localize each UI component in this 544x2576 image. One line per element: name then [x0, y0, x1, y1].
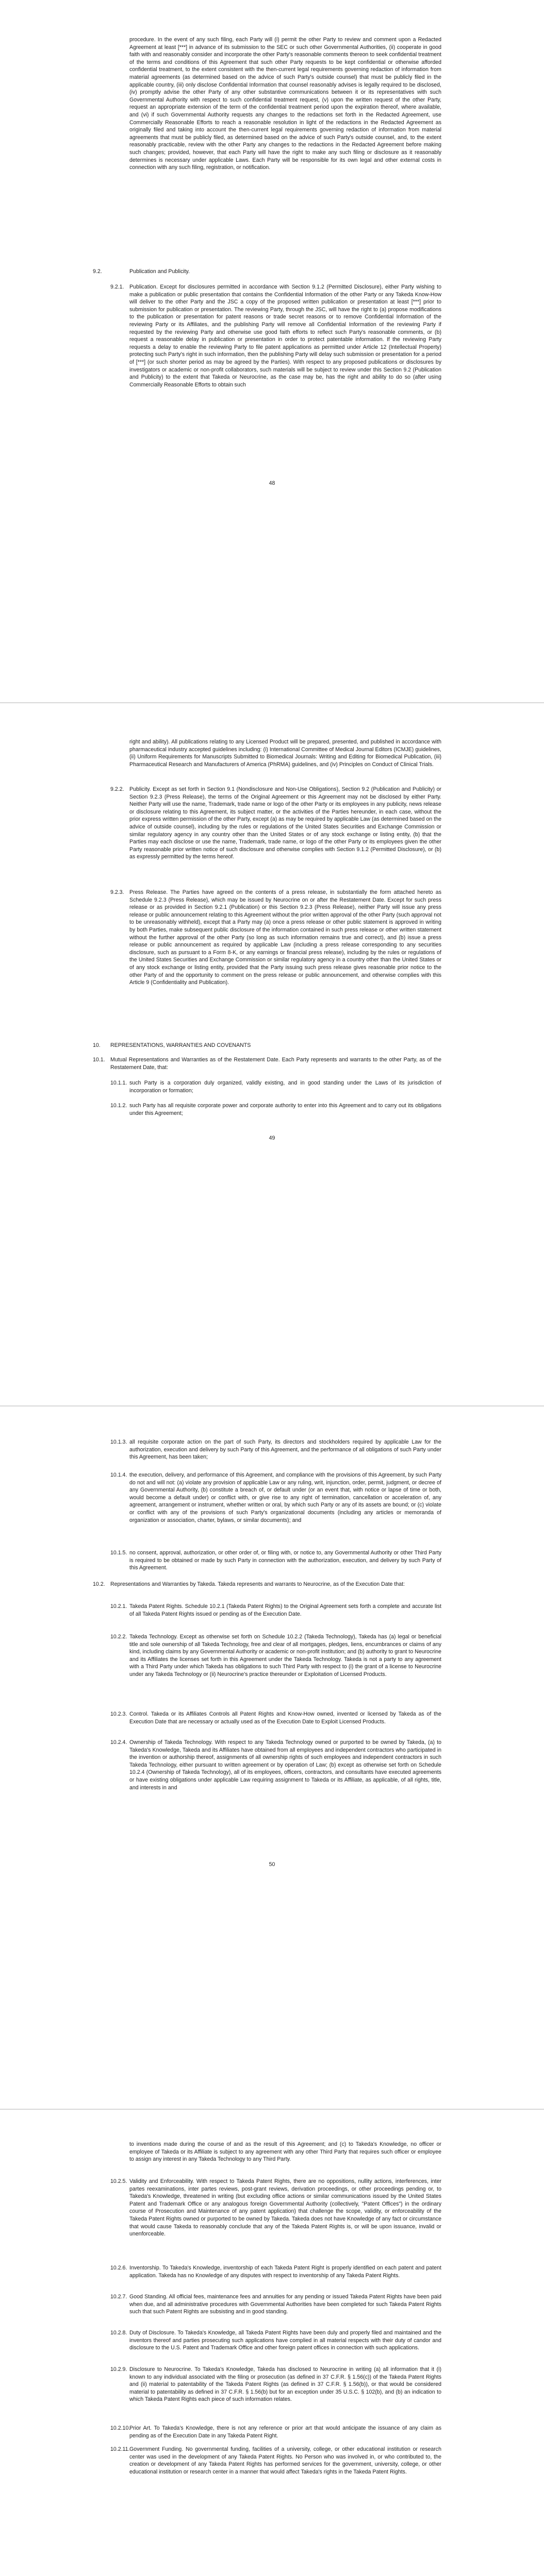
page-50 [0, 1406, 544, 2109]
section-10-2-2-number: 10.2.2. [110, 1634, 127, 1640]
section-10-2-4-text: Ownership of Takeda Technology. With respect to any Takeda Technology owned or purported to be owned by Takeda, (a) to Takeda's Knowledge, Takeda and its Affiliates have obtained from all employees and independent contractors who participated in the invention or authorship thereof, assignments of all ownership rights of such employees and independent contractors in such Takeda Technology, either pursuant to written agreement or by operation of Law; (b) except as otherwise set forth on Schedule 10.2.4 (Ownership of Takeda Technology), all of its employees, officers, contractors, and consultants have executed agreements or have existing obligations under applicable Law requiring assignment to Takeda or its Affiliate, as applicable, of all rights, title, and interests in and [129, 1739, 441, 1791]
article-10-number: 10. [93, 1042, 101, 1048]
section-10-1-1-text: such Party is a corporation duly organized, validly existing, and in good standing under the Laws of its jurisdiction of incorporation or formation; [129, 1080, 441, 1094]
page-number: 50 [269, 1861, 275, 1868]
section-9-2-1-number: 9.2.1. [110, 284, 124, 290]
section-10-2-7-text: Good Standing. All official fees, maintenance fees and annuities for any pending or issued Takeda Patent Rights have been paid when due, and all administrative procedures with Governmental Authorities have been completed for such Takeda Patent Rights such that such Patent Rights are subsisting and in good standing. [129, 2294, 441, 2315]
section-10-2-7-number: 10.2.7. [110, 2294, 127, 2300]
section-9-2-3-number: 9.2.3. [110, 889, 124, 895]
section-9-2-3-press-release: Press Release. The Parties have agreed on the contents of a press release, in substantially the form attached hereto as Schedule 9.2.3 (Press Release), which may be issued by Neurocrine on or after the Restatement Date. Except for such press release or as provided in Section 9.2.1 (Publication) or this Section 9.2.3 (Press Release), neither Party will issue any press release or public announcement relating to this Agreement without the prior written approval of the other Party (such approval not to be unreasonably withheld), except that a Party may (a) once a press release or other public statement is approved in writing by both Parties, make subsequent public disclosure of the information contained in such press release or other written statement without the further approval of the other Party (so long as such information remains true and correct), and (b) issue a press release or public announcement as required by applicable Law (including a press release corresponding to any securities disclosure, such as pursuant to a Form 8-K, or any earnings or financial press release), including by the rules or regulations of the United States Securities and Exchange Commission or similar regulatory agency in a country other than the United States or of any stock exchange or listing entity, provided that the Party issuing such press release gives reasonable prior notice to the other Party of and the opportunity to comment on the press release or public announcement, and otherwise complies with this Article 9 (Confidentiality and Publication). [129, 889, 441, 986]
section-9-2-1-publication: Publication. Except for disclosures permitted in accordance with Section 9.1.2 (Permitted Disclosure), either Party wishing to make a publication or public presentation that contains the Confidential Information of the other Party or any Takeda Know-How will deliver to the other Party and the JSC a copy of the proposed written publication or presentation at least [***] prior to submission for publication or presentation. The reviewing Party, through the JSC, will have the right to (a) propose modifications to the publication or presentation for patent reasons or trade secret reasons or to remove Confidential Information of the reviewing Party or its Affiliates, and the publishing Party will remove all Confidential Information of the reviewing Party if requested by the reviewing Party and otherwise use good faith efforts to reflect such Party's reasonable comments, or (b) request a reasonable delay in publication or presentation in order to protect patentable information. If the reviewing Party requests a delay to enable the reviewing Party to file patent applications as permitted under Article 12 (Intellectual Property) protecting such Party's right in such information, then the publishing Party will delay such submission or presentation for a period of [***] (or such shorter period as may be agreed by the Parties). With respect to any proposed publications or disclosures by investigators or academic or non-profit collaborators, such materials will be subject to review under this Section 9.2 (Publication and Publicity) to the extent that Takeda or Neurocrine, as the case may be, has the right and ability to do so (after using Commercially Reasonable Efforts to obtain such [129, 284, 441, 388]
section-10-2-8-text: Duty of Disclosure. To Takeda's Knowledge, all Takeda Patent Rights have been duly and properly filed and maintained and the inventors thereof and parties prosecuting such applications have complied in all material respects with their duty of candor and disclosure to the U.S. Patent and Trademark Office and other foreign patent offices in connection with such applications. [129, 2330, 441, 2351]
section-10-2-9-text: Disclosure to Neurocrine. To Takeda's Knowledge, Takeda has disclosed to Neurocrine in writing (a) all information that it (i) known to any individual associated with the filing or prosecution (as defined in 37 C.F.R. § 1.56(c)) of the Takeda Patent Rights and (ii) material to patentability of the Takeda Patent Rights (as defined in 37 C.F.R. § 1.56(b)), or that would be considered material to patentability as defined in 37 C.F.R. § 1.56(b) but for an exception under 35 U.S.C. § 102(b), and (b) an indication to which Takeda Patent Rights each piece of such information relates. [129, 2366, 441, 2403]
section-10-2-6-text: Inventorship. To Takeda's Knowledge, inventorship of each Takeda Patent Right is properly identified on each patent and patent application. Takeda has no Knowledge of any disputes with respect to inventorship of any Takeda Patent Rights. [129, 2265, 441, 2279]
section-10-1-4-text: the execution, delivery, and performance of this Agreement, and compliance with the provisions of this Agreement, by such Party do not and will not: (a) violate any provision of applicable Law or any ruling, writ, injunction, order, permit, judgment, or decree of any Governmental Authority, (b) constitute a breach of, or default under (or an event that, with notice or lapse of time or both, would become a default under) or conflict with, or give rise to any right of termination, cancellation or acceleration of, any agreement, arrangement or instrument, whether written or oral, by which such Party or any of its assets are bound; or (c) violate or conflict with any of the provisions of such Party's organizational documents (including any articles or memoranda of organization or association, charter, bylaws, or similar documents); and [129, 1472, 441, 1523]
section-10-2-10-text: Prior Art. To Takeda's Knowledge, there is not any reference or prior art that would anticipate the issuance of any claim as pending as of the Execution Date in any Takeda Patent Right. [129, 2425, 441, 2439]
section-10-2-8-number: 10.2.8. [110, 2330, 127, 2336]
section-10-2-1-number: 10.2.1. [110, 1603, 127, 1609]
section-10-2-3-text: Control. Takeda or its Affiliates Controls all Patent Rights and Know-How owned, invented or licensed by Takeda as of the Execution Date that are necessary or actually used as of the Execution Date to Exploit Licensed Products. [129, 1711, 441, 1725]
page-49 [0, 703, 544, 1405]
section-9-2-title: Publication and Publicity. [129, 268, 190, 275]
section-10-2-5-text: Validity and Enforceability. With respect to Takeda Patent Rights, there are no oppositions, nullity actions, interferences, inter partes reexaminations, inter partes reviews, post-grant reviews, derivation proceedings, or other proceedings pending or, to Takeda's Knowledge, threatened in writing (but excluding office actions or similar communications issued by the United States Patent and Trademark Office or any analogous foreign Governmental Authority (collectively, "Patent Offices") in the ordinary course of Prosecution and Maintenance of any patent application) that challenge the scope, validity, or enforceability of the Takeda Patent Rights owned or purported to be owned by Takeda. Takeda does not have Knowledge of any fact or circumstance that would cause Takeda to reasonably conclude that any of the Takeda Patent Rights is, or will be upon issuance, invalid or unenforceable. [129, 2178, 441, 2238]
confidential-treatment-paragraph: procedure. In the event of any such filing, each Party will (i) permit the other Party to review and comment upon a Redacted Agreement at least [***] in advance of its submission to the SEC or such other Governmental Authorities, (ii) cooperate in good faith with and reasonably consider and incorporate the other Party's reasonable comments thereon to seek confidential treatment of the terms and conditions of this Agreement that such other Party requests to be kept confidential or otherwise afforded confidential treatment, to the extent consistent with the then-current legal requirements governing redaction of information from material agreements (as determined based on the advice of such Party's outside counsel) that must be publicly filed in the applicable country, (iii) only disclose Confidential Information that counsel reasonably advises is legally required to be disclosed, (iv) promptly advise the other Party of any other substantive communications between it or its representatives with such Governmental Authority with respect to such confidential treatment request, (v) upon the written request of the other Party, request an appropriate extension of the term of the confidential treatment period upon the expiration thereof, where available, and (vi) if such Governmental Authority requests any changes to the redactions set forth in the Redacted Agreement, use Commercially Reasonable Efforts to reach a reasonable resolution in light of the redactions in the Redacted Agreement as originally filed and taking into account the then-current legal requirements governing redaction of information from material agreements that must be publicly filed, as determined based on the advice of such Party's outside counsel, and, to the extent reasonably practicable, review with the other Party any changes to the redactions in the Redacted Agreement before making such changes; provided, however, that each Party will have the right to make any such filing or disclosure as it reasonably determines is necessary under applicable Laws. Each Party will be responsible for its own legal and other external costs in connection with any such filing, registration, or notification. [129, 37, 441, 171]
section-10-1-4-number: 10.1.4. [110, 1472, 127, 1478]
section-10-1-number: 10.1. [93, 1057, 105, 1063]
page-number: 48 [269, 480, 275, 486]
section-10-1-2-text: such Party has all requisite corporate power and corporate authority to enter into this Agreement and to carry out its obligations under this Agreement; [129, 1103, 441, 1116]
section-10-2-11-number: 10.2.11. [110, 2446, 130, 2452]
section-10-1-5-text: no consent, approval, authorization, or other order of, or filing with, or notice to, any Governmental Authority or other Third Party is required to be obtained or made by such Party in connection with the authorization, execution, and delivery by such Party of this Agreement. [129, 1550, 441, 1571]
section-9-2-2-publicity: Publicity. Except as set forth in Section 9.1 (Nondisclosure and Non-Use Obligations), Section 9.2 (Publication and Publicity) or Section 9.2.3 (Press Release), the terms of the Original Agreement or this Agreement may not be disclosed by either Party. Neither Party will use the name, Trademark, trade name or logo of the other Party or its employees in any publicity, news release or disclosure relating to this Agreement, its subject matter, or the activities of the Parties hereunder, in each case, without the prior express written permission of the other Party, except (a) as may be required by applicable Law (as determined based on the advice of outside counsel), including by the rules or regulations of the United States Securities and Exchange Commission or similar regulatory agency in any country other than the United States or of any stock exchange or listing entity, (b) that the Parties may each disclose or use the name, Trademark, trade name, or logo of the other Party or its employees given the other Party reasonable prior written notice of such disclosure and otherwise complies with Section 9.1.2 (Permitted Disclosure), or (b) as expressly permitted by the terms hereof. [129, 786, 441, 860]
section-10-2-2-text: Takeda Technology. Except as otherwise set forth on Schedule 10.2.2 (Takeda Technology), Takeda has (a) legal or beneficial title and sole ownership of all Takeda Technology, free and clear of all mortgages, pledges, liens, encumbrances or claims of any kind, including claims by any Governmental Authority or academic or non-profit institution; and (b) authority to grant to Neurocrine and its Affiliates the licenses set forth in this Agreement under the Takeda Technology. Takeda is not a party to any agreement with a Third Party under which Takeda has obligations to such Third Party with respect to (i) the grant of a license to Neurocrine under any Takeda Technology or (ii) Neurocrine's practice thereunder or Exploitation of Licensed Products. [129, 1634, 441, 1677]
section-10-2-5-number: 10.2.5. [110, 2178, 127, 2184]
section-10-2-10-number: 10.2.10. [110, 2425, 130, 2431]
section-10-2-11-text: Government Funding. No governmental funding, facilities of a university, college, or other educational institution or research center was used in the development of any Takeda Patent Rights. No Person who was involved in, or who contributed to, the creation or development of any Takeda Patent Rights has performed services for the government, university, college, or other educational institution or research center in a manner that would affect Takeda's rights in the Takeda Patent Rights. [129, 2446, 441, 2475]
page-48 [0, 0, 544, 702]
section-10-1-3-number: 10.1.3. [110, 1439, 127, 1445]
page-51 [0, 2110, 544, 2576]
section-10-2-number: 10.2. [93, 1581, 105, 1587]
section-10-1-1-number: 10.1.1. [110, 1080, 127, 1086]
section-10-1-3-text: all requisite corporate action on the part of such Party, its directors and stockholders required by applicable Law for the authorization, execution and delivery by such Party of this Agreement, and the performance of all obligations of such Party under this Agreement, has been taken; [129, 1439, 441, 1461]
section-10-2-4-number: 10.2.4. [110, 1739, 127, 1745]
page-number: 49 [269, 1135, 275, 1141]
inventions-assignment-paragraph: to inventions made during the course of and as the result of this Agreement; and (c) to Takeda's Knowledge, no officer or employee of Takeda or its Affiliate is subject to any agreement with any other Third Party that requires such officer or employee to assign any interest in any Takeda Technology to any Third Party. [129, 2141, 441, 2163]
section-10-1-2-number: 10.1.2. [110, 1103, 127, 1109]
publication-guidelines-paragraph: right and ability). All publications relating to any Licensed Product will be prepared, presented, and published in accordance with pharmaceutical industry accepted guidelines including: (i) International Committee of Medical Journal Editors (ICMJE) guidelines, (ii) Uniform Requirements for Manuscripts Submitted to Biomedical Journals: Writing and Editing for Biomedical Publication, (iii) Pharmaceutical Research and Manufacturers of America (PhRMA) guidelines, and (iv) Principles on Conduct of Clinical Trials. [129, 739, 441, 768]
section-10-2-1-text: Takeda Patent Rights. Schedule 10.2.1 (Takeda Patent Rights) to the Original Agreement sets forth a complete and accurate list of all Takeda Patent Rights issued or pending as of the Execution Date. [129, 1603, 441, 1617]
section-10-2-3-number: 10.2.3. [110, 1711, 127, 1717]
section-10-2-9-number: 10.2.9. [110, 2366, 127, 2372]
section-9-2-number: 9.2. [93, 268, 102, 275]
section-9-2-2-number: 9.2.2. [110, 786, 124, 792]
section-10-1-5-number: 10.1.5. [110, 1550, 127, 1556]
article-10-title: REPRESENTATIONS, WARRANTIES AND COVENANTS [110, 1042, 251, 1048]
section-10-2-6-number: 10.2.6. [110, 2265, 127, 2271]
section-10-2-takeda-reps: Representations and Warranties by Takeda. Takeda represents and warrants to Neurocrine, as of the Execution Date that: [110, 1581, 405, 1587]
section-10-1-mutual-reps: Mutual Representations and Warranties as of the Restatement Date. Each Party represents and warrants to the other Party, as of the Restatement Date, that: [110, 1057, 441, 1071]
